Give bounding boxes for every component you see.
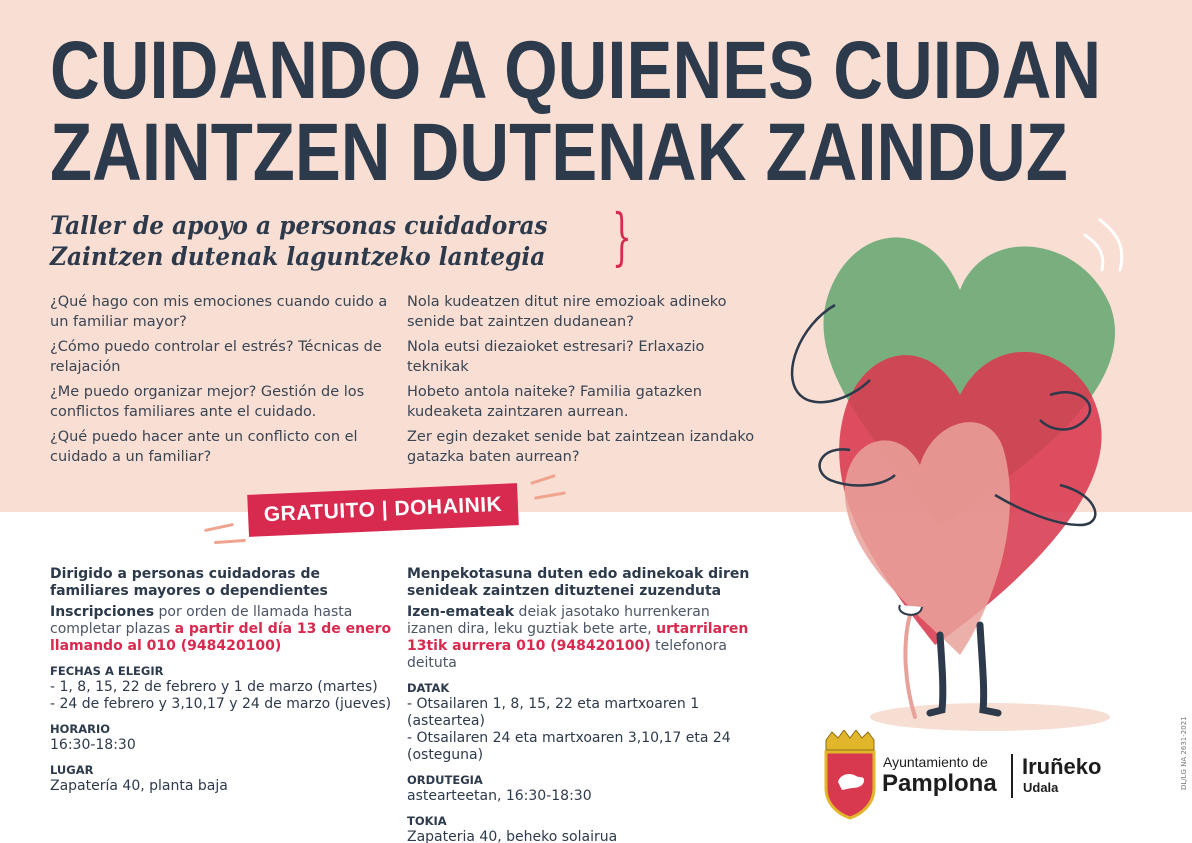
- question-item: ¿Qué hago con mis emociones cuando cuido a un familiar mayor?: [50, 294, 388, 330]
- question-item: Nola eutsi diezaioket estresari? Erlaxazio teknikak: [407, 339, 705, 375]
- legal-deposit: DL/LG NA 2631-2021: [1180, 716, 1188, 790]
- place-value: Zapateria 40, beheko solairua: [407, 829, 618, 843]
- subtitle-es: Taller de apoyo a personas cuidadoras: [50, 211, 548, 240]
- dates-label: DATAK: [407, 681, 450, 695]
- registration-body: por orden de llamada hasta completar plazas: [50, 604, 353, 637]
- audience-text: Dirigido a personas cuidadoras de familiares mayores o dependientes: [50, 566, 328, 599]
- questions-es: [50, 293, 400, 473]
- free-badge: GRATUITO | DOHAINIK: [247, 483, 519, 537]
- question-item: ¿Cómo puedo controlar el estrés? Técnicas de relajación: [50, 339, 382, 375]
- page-title-eu: ZAINTZEN DUTENAK ZAINDUZ: [50, 107, 1068, 198]
- place-value: Zapatería 40, planta baja: [50, 778, 228, 794]
- workshop-subtitle: [50, 210, 548, 272]
- question-item: ¿Qué puedo hacer ante un conflicto con el cuidado a un familiar?: [50, 429, 358, 465]
- time-value: 16:30-18:30: [50, 737, 136, 753]
- crown-shape: [826, 730, 874, 750]
- info-eu: [407, 566, 757, 843]
- hearts-illustration: [760, 195, 1180, 735]
- decor-dash: [204, 523, 234, 532]
- date-line: - 1, 8, 15, 22 de febrero y 1 de marzo (martes): [50, 679, 378, 695]
- leg-left: [930, 635, 943, 713]
- leg-right: [980, 625, 998, 713]
- logo-line-2: Pamplona: [882, 770, 997, 797]
- registration-highlight: urtarrilaren 13tik aurrera 010 (948420100): [407, 621, 749, 654]
- logo-eu-line-1: Iruñeko: [1022, 754, 1102, 779]
- question-item: ¿Me puedo organizar mejor? Gestión de los conflictos familiares ante el cuidado.: [50, 384, 365, 420]
- time-label: ORDUTEGIA: [407, 773, 483, 787]
- logo-line-1: Ayuntamiento de: [883, 754, 988, 770]
- registration-body: deiak jasotako hurrenkeran izanen dira, leku guztiak bete arte,: [407, 604, 710, 637]
- registration-tail: telefonora deituta: [407, 638, 727, 671]
- registration-text: [407, 604, 757, 672]
- time-label: HORARIO: [50, 722, 111, 736]
- registration-text: [50, 604, 400, 655]
- date-line: - Otsailaren 24 eta martxoaren 3,10,17 eta 24 (osteguna): [407, 730, 731, 763]
- place-label: TOKIA: [407, 814, 447, 828]
- page-title-es: CUIDANDO A QUIENES CUIDAN: [50, 25, 1102, 116]
- place-label: LUGAR: [50, 763, 94, 777]
- audience-text: Menpekotasuna duten edo adinekoak diren senideak zaintzen dituztenei zuzenduta: [407, 566, 750, 599]
- coat-of-arms-icon: [820, 730, 880, 820]
- decor-dash: [214, 539, 246, 544]
- registration-label: Izen-emateak: [407, 604, 515, 620]
- questions-eu: [407, 293, 757, 473]
- logo-eu-line-2: Udala: [1023, 780, 1059, 795]
- subtitle-eu: Zaintzen dutenak laguntzeko lantegia: [50, 242, 546, 271]
- ground-shadow: [870, 703, 1110, 731]
- registration-highlight: a partir del día 13 de enero llamando al 010 (948420100): [50, 621, 392, 654]
- time-value: astearteetan, 16:30-18:30: [407, 788, 592, 804]
- brace-decoration: }: [612, 200, 632, 273]
- date-line: - Otsailaren 1, 8, 15, 22 eta martxoaren 1 (asteartea): [407, 696, 700, 729]
- heart-pink-shape: [845, 422, 1010, 655]
- motion-lines: [1085, 220, 1122, 270]
- question-item: Zer egin dezaket senide bat zaintzean izandako gatazka baten aurrean?: [407, 429, 755, 465]
- dates-label: FECHAS A ELEGIR: [50, 664, 164, 678]
- city-logo: [820, 730, 1140, 820]
- date-line: - 24 de febrero y 3,10,17 y 24 de marzo (jueves): [50, 696, 392, 712]
- question-item: Hobeto antola naiteke? Familia gatazken kudeaketa zaintzaren aurrean.: [407, 384, 702, 420]
- logo-separator: [1011, 754, 1013, 798]
- walking-cane: [905, 615, 915, 717]
- question-item: Nola kudeatzen ditut nire emozioak adineko senide bat zaintzen dudanean?: [407, 294, 727, 330]
- info-es: [50, 566, 400, 795]
- registration-label: Inscripciones: [50, 604, 155, 620]
